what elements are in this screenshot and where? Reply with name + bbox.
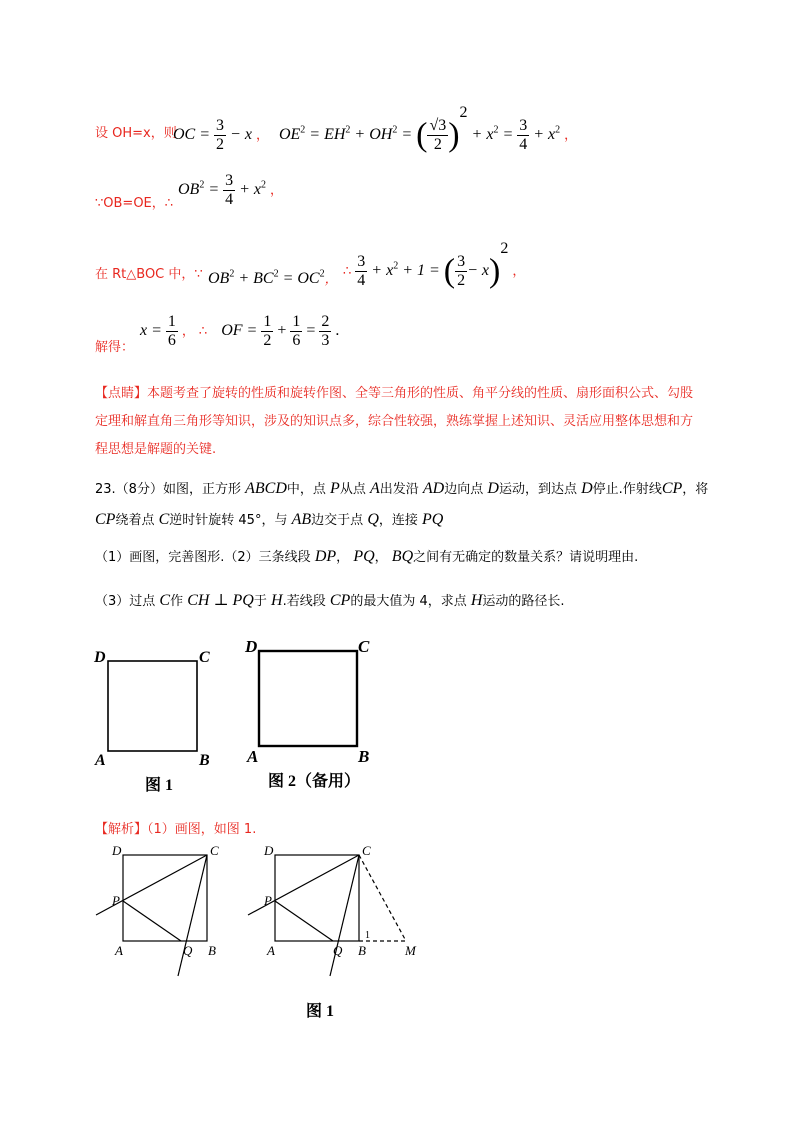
oe-squared: $OE^2 = EH^2 + OH^2$ = <box>278 124 413 143</box>
fig1-label-C: C <box>199 649 210 666</box>
analysis-caption: 图 1 <box>306 1003 335 1020</box>
left-square <box>123 855 207 941</box>
fraction-3-2: $\frac{3}{2}$ <box>216 116 225 153</box>
svg-text:D: D <box>112 843 122 858</box>
problem-part-1-2: （1）画图，完善图形.（2）三条线段 DP， PQ， BQ之间有无确定的数量关系？请说明理由. <box>95 548 639 565</box>
svg-text:A: A <box>267 943 275 958</box>
svg-text:Q: Q <box>183 943 193 958</box>
fig1-caption: 图 1 <box>145 777 174 794</box>
solution-line-3-math: ∴ $\frac{3}{4}$ + $x^2 + 1$ = ( $\frac{3}{2}$ − x)$^2$ ， <box>343 240 526 290</box>
svg-text:P: P <box>264 893 272 908</box>
comment-paragraph <box>95 380 705 464</box>
fig1-label-B: B <box>199 752 210 769</box>
analysis-tag: 【解析】 <box>95 822 148 837</box>
fig2-caption: 图 2（备用） <box>268 773 361 790</box>
paren-open: ( <box>416 116 428 154</box>
svg-text:D: D <box>264 843 274 858</box>
fig2-label-C: C <box>358 637 370 656</box>
right-square <box>275 855 359 941</box>
svg-text:P: P <box>112 893 120 908</box>
fraction-3-4: $\frac{3}{4}$ <box>519 116 528 153</box>
fig1-square <box>108 661 197 751</box>
solution-line-3-expr: $OB^2 + BC^2 = OC^2$， <box>208 268 338 287</box>
comma: ， <box>255 128 269 143</box>
solution-line-1-math: OC = $\frac{3}{2}$ − x ， $OE^2 = EH^2 + OH^2$ = ( $\frac{√3}{2}$ )$^2 + x^2$ = $\frac{3}{4}$ + $x^2$ ， <box>173 104 578 154</box>
solution-line-2-math: $OB^2$ = $\frac{3}{4}$ + $x^2$ ， <box>178 172 284 208</box>
solution-line-1-prefix: 设 OH=x，则 <box>95 126 177 141</box>
solution-line-2-prefix: ∵OB=OE，∴ <box>95 196 174 211</box>
fig1-label-D: D <box>94 649 106 666</box>
left-line-pq <box>123 901 181 941</box>
fig2-square <box>259 651 357 746</box>
fig2-label-B: B <box>358 747 370 766</box>
plus-x-squared: + $x^2$ = <box>471 124 514 143</box>
svg-text:A: A <box>115 943 123 958</box>
analysis-text: （1）画图，如图 1. <box>147 822 257 837</box>
problem-figures <box>0 630 800 800</box>
plus-x-squared-2: + $x^2$ <box>533 124 561 143</box>
solution-line-4-prefix: 解得： <box>95 340 135 355</box>
comment-text: 本题考查了旋转的性质和旋转作图、全等三角形的性质、角平分线的性质、扇形面积公式、勾股定理和解直角三角形等知识，涉及的知识点多，综合性较强，熟练掌握上述知识、灵活应用整体思想和方程思想是解题的关键. <box>95 386 694 457</box>
right-line-pq <box>275 901 333 941</box>
svg-text:B: B <box>358 943 366 958</box>
svg-text:M: M <box>405 943 416 958</box>
comment-tag: 【点睛】 <box>95 386 148 401</box>
minus-x: − x <box>230 126 252 143</box>
fraction-sqrt3-2: $\frac{√3}{2}$ <box>429 116 447 153</box>
fig2-label-D: D <box>245 637 258 656</box>
oc-expr: OC = <box>173 126 211 143</box>
problem-part-3: （3）过点 C作 CH ⊥ PQ于 H.若线段 CP的最大值为 4，求点 H运动的路径长. <box>95 592 565 609</box>
svg-text:C: C <box>210 843 219 858</box>
paren-close: ) <box>448 116 460 154</box>
solution-line-3-prefix: 在 Rt△BOC 中，∵ <box>95 267 203 282</box>
svg-text:C: C <box>362 843 371 858</box>
svg-text:B: B <box>208 943 216 958</box>
analysis-figures <box>0 835 800 1025</box>
solution-line-4-math: x = $\frac{1}{6}$ ， ∴ OF = $\frac{1}{2}$ + $\frac{1}{6}$ = $\frac{2}{3}$ . <box>140 313 340 349</box>
fig1-label-A: A <box>95 752 106 769</box>
right-dashed-cm <box>359 855 406 941</box>
problem-statement: 23.（8分）如图，正方形 ABCD中，点 P从点 A出发沿 AD边向点 D运动，到达点 D停止.作射线CP，将 CP绕着点 C逆时针旋转 45°，与 AB边交于点 Q，连接 PQ <box>95 480 709 528</box>
fig2-label-A: A <box>247 747 259 766</box>
svg-text:Q: Q <box>333 943 343 958</box>
svg-text:1: 1 <box>365 930 370 941</box>
